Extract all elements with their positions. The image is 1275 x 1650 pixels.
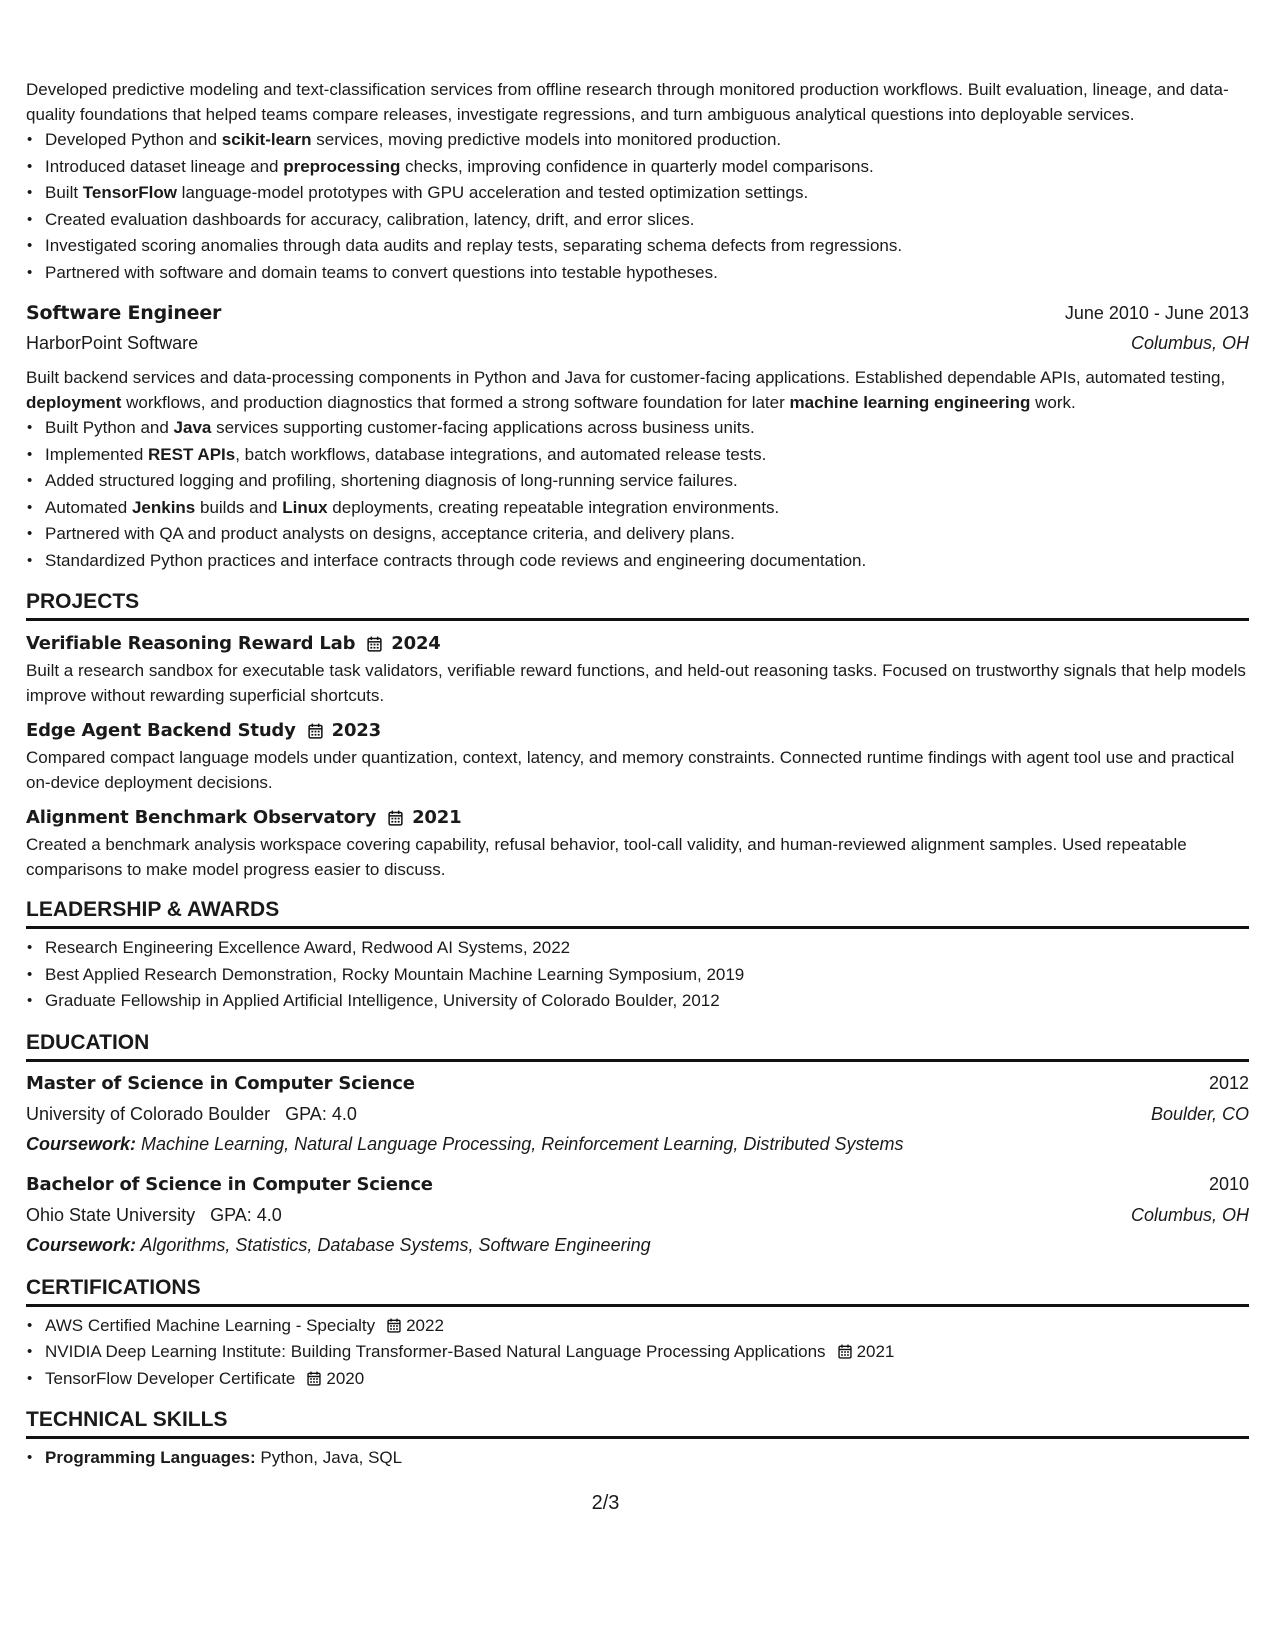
cert-year: 2022 <box>406 1315 444 1335</box>
project-item <box>26 716 1249 795</box>
skill-label: Programming Languages: <box>45 1448 256 1467</box>
list-item: • Graduate Fellowship in Applied Artificial Intelligence, University of Colorado Boulder, 2012 <box>44 988 1249 1015</box>
gpa: GPA: 4.0 <box>285 1103 357 1124</box>
project-year: 2024 <box>391 633 441 654</box>
coursework: Coursework: Machine Learning, Natural Language Processing, Reinforcement Learning, Distributed Systems <box>26 1133 904 1154</box>
cert-name: TensorFlow Developer Certificate <box>45 1368 296 1388</box>
list-item: • Built TensorFlow language-model prototypes with GPU acceleration and tested optimization settings. <box>44 180 1249 207</box>
list-item <box>44 1339 1249 1366</box>
education-item <box>26 1068 1249 1159</box>
job-subheader <box>26 328 1249 358</box>
cert-name: NVIDIA Deep Learning Institute: Building Transformer-Based Natural Language Processing Applications <box>45 1342 826 1361</box>
section-title-education: EDUCATION <box>26 1029 1249 1062</box>
job-bullets <box>26 415 1249 574</box>
section-title-projects: PROJECTS <box>26 588 1249 621</box>
coursework: Coursework: Algorithms, Statistics, Database Systems, Software Engineering <box>26 1234 651 1255</box>
certifications-list <box>26 1313 1249 1393</box>
skills-list <box>26 1445 1249 1472</box>
project-description: Created a benchmark analysis workspace covering capability, refusal behavior, tool-call validity, and human-reviewed alignment samples. Used repeatable comparisons to make model progress easier to discuss. <box>26 835 1187 879</box>
list-item: • Built Python and Java services supporting customer-facing applications across business units. <box>44 415 1249 442</box>
role-summary: Developed predictive modeling and text-classification services from offline research through monitored production workflows. Built evaluation, lineage, and data-quality foundations that helped teams compare releases, investigate regressions, and turn ambiguous analytical questions into deployable services. <box>26 80 1229 124</box>
job-location: Columbus, OH <box>1130 333 1249 353</box>
degree-year: 2012 <box>1208 1072 1249 1093</box>
calendar-icon <box>387 1318 401 1333</box>
list-item: • Created evaluation dashboards for accuracy, calibration, latency, drift, and error slices. <box>44 207 1249 234</box>
school-name: Ohio State University <box>26 1204 196 1225</box>
degree-year: 2010 <box>1208 1173 1249 1194</box>
section-title-certifications: CERTIFICATIONS <box>26 1274 1249 1307</box>
calendar-icon <box>367 636 382 652</box>
education-item <box>26 1169 1249 1260</box>
project-name: Edge Agent Backend Study <box>26 720 296 741</box>
skill-value: Python, Java, SQL <box>255 1448 403 1467</box>
degree-name: Master of Science in Computer Science <box>26 1072 415 1094</box>
list-item: • Implemented REST APIs, batch workflows, database integrations, and automated release tests. <box>44 442 1249 469</box>
school-name: University of Colorado Boulder <box>26 1103 271 1124</box>
calendar-icon <box>838 1344 852 1359</box>
list-item: • Partnered with software and domain teams to convert questions into testable hypotheses. <box>44 260 1249 287</box>
job-title: Software Engineer <box>26 302 222 324</box>
degree-name: Bachelor of Science in Computer Science <box>26 1173 433 1195</box>
project-name: Verifiable Reasoning Reward Lab <box>26 633 356 654</box>
role-bullets <box>26 127 1249 286</box>
list-item: • Introduced dataset lineage and preprocessing checks, improving confidence in quarterly model comparisons. <box>44 154 1249 181</box>
list-item: • Developed Python and scikit-learn services, moving predictive models into monitored production. <box>44 127 1249 154</box>
list-item <box>44 1366 1249 1393</box>
project-description: Compared compact language models under quantization, context, latency, and memory constraints. Connected runtime findings with agent tool use and practical on-device deployment decisions. <box>26 748 1235 792</box>
project-name: Alignment Benchmark Observatory <box>26 807 377 828</box>
page-number: 2/3 <box>591 1492 620 1514</box>
calendar-icon <box>388 810 403 826</box>
awards-list <box>26 935 1249 1015</box>
gpa: GPA: 4.0 <box>210 1204 282 1225</box>
list-item: • Partnered with QA and product analysts on designs, acceptance criteria, and delivery plans. <box>44 521 1249 548</box>
cert-name: AWS Certified Machine Learning - Specialty <box>45 1315 376 1335</box>
list-item <box>44 1445 1249 1472</box>
section-title-skills: TECHNICAL SKILLS <box>26 1406 1249 1439</box>
list-item: • Automated Jenkins builds and Linux deployments, creating repeatable integration environments. <box>44 495 1249 522</box>
list-item: • Investigated scoring anomalies through data audits and replay tests, separating schema defects from regressions. <box>44 233 1249 260</box>
list-item: • Best Applied Research Demonstration, Rocky Mountain Machine Learning Symposium, 2019 <box>44 962 1249 989</box>
company-name: HarborPoint Software <box>26 333 199 353</box>
section-title-awards: LEADERSHIP & AWARDS <box>26 896 1249 929</box>
job-header <box>26 298 1249 328</box>
school-location: Boulder, CO <box>1150 1103 1249 1124</box>
project-item <box>26 803 1249 882</box>
project-year: 2023 <box>331 720 381 741</box>
calendar-icon <box>307 1371 321 1386</box>
calendar-icon <box>308 723 323 739</box>
job-summary: Built backend services and data-processing components in Python and Java for customer-facing applications. Established dependable APIs, automated testing, deployment workflows, and production diagnostics that formed a strong software foundation for later machine learning engineering work. <box>26 368 1226 412</box>
resume-page <box>26 78 1249 1472</box>
job-dates: June 2010 - June 2013 <box>1064 303 1249 323</box>
cert-year: 2020 <box>326 1368 365 1388</box>
project-item <box>26 629 1249 708</box>
school-location: Columbus, OH <box>1130 1204 1249 1225</box>
list-item: • Standardized Python practices and interface contracts through code reviews and engineering documentation. <box>44 548 1249 575</box>
cert-year: 2021 <box>856 1342 895 1361</box>
list-item: • Research Engineering Excellence Award, Redwood AI Systems, 2022 <box>44 935 1249 962</box>
list-item: • Added structured logging and profiling, shortening diagnosis of long-running service failures. <box>44 468 1249 495</box>
list-item <box>44 1313 1249 1340</box>
project-description: Built a research sandbox for executable task validators, verifiable reward functions, and held-out reasoning tasks. Focused on trustworthy signals that help models improve without rewarding superficial shortcuts. <box>26 661 1246 705</box>
project-year: 2021 <box>412 807 462 828</box>
